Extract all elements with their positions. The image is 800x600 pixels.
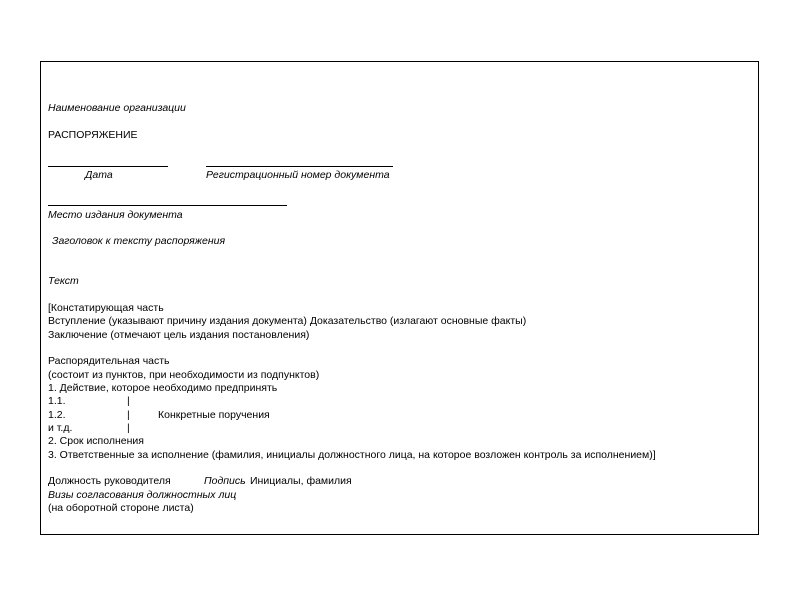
signatory-name: Инициалы, фамилия (250, 475, 352, 487)
directive-part-note: (состоит из пунктов, при необходимости из подпунктов) (48, 369, 320, 381)
text-label: Текст (48, 275, 79, 287)
subitem-etc: и т.д. (48, 422, 73, 434)
document-type-title: РАСПОРЯЖЕНИЕ (48, 129, 138, 141)
directive-item-2: 2. Срок исполнения (48, 435, 144, 447)
subitem-bracket-bar-1: | (127, 395, 130, 407)
signatory-position: Должность руководителя (48, 475, 171, 487)
subitem-bracket-bar-3: | (127, 422, 130, 434)
document-frame (40, 61, 759, 535)
organization-name-label: Наименование организации (48, 102, 186, 114)
reg-number-label: Регистрационный номер документа (206, 169, 390, 181)
statement-part-title: [Констатирующая часть (48, 302, 164, 314)
subitem-bracket-bar-2: | (127, 409, 130, 421)
signature-label: Подпись (204, 475, 246, 487)
subitem-1-1: 1.1. (48, 395, 66, 407)
directive-part-title: Распорядительная часть (48, 355, 170, 367)
heading-label: Заголовок к тексту распоряжения (52, 235, 226, 247)
date-underline (48, 166, 168, 167)
specific-orders-label: Конкретные поручения (158, 409, 270, 421)
place-of-issue-label: Место издания документа (48, 209, 183, 221)
reg-number-underline (206, 166, 393, 167)
place-underline (48, 205, 287, 206)
approval-visas-note: (на оборотной стороне листа) (48, 502, 194, 514)
subitem-1-2: 1.2. (48, 409, 66, 421)
directive-item-3: 3. Ответственные за исполнение (фамилия, инициалы должностного лица, на которое возложен контроль за исполнением)] (48, 449, 656, 461)
directive-item-1: 1. Действие, которое необходимо предпринять (48, 382, 278, 394)
statement-intro: Вступление (указывают причину издания документа) Доказательство (излагают основные факты) (48, 315, 527, 327)
date-label: Дата (85, 169, 113, 181)
approval-visas-label: Визы согласования должностных лиц (48, 489, 237, 501)
statement-conclusion: Заключение (отмечают цель издания постановления) (48, 329, 310, 341)
